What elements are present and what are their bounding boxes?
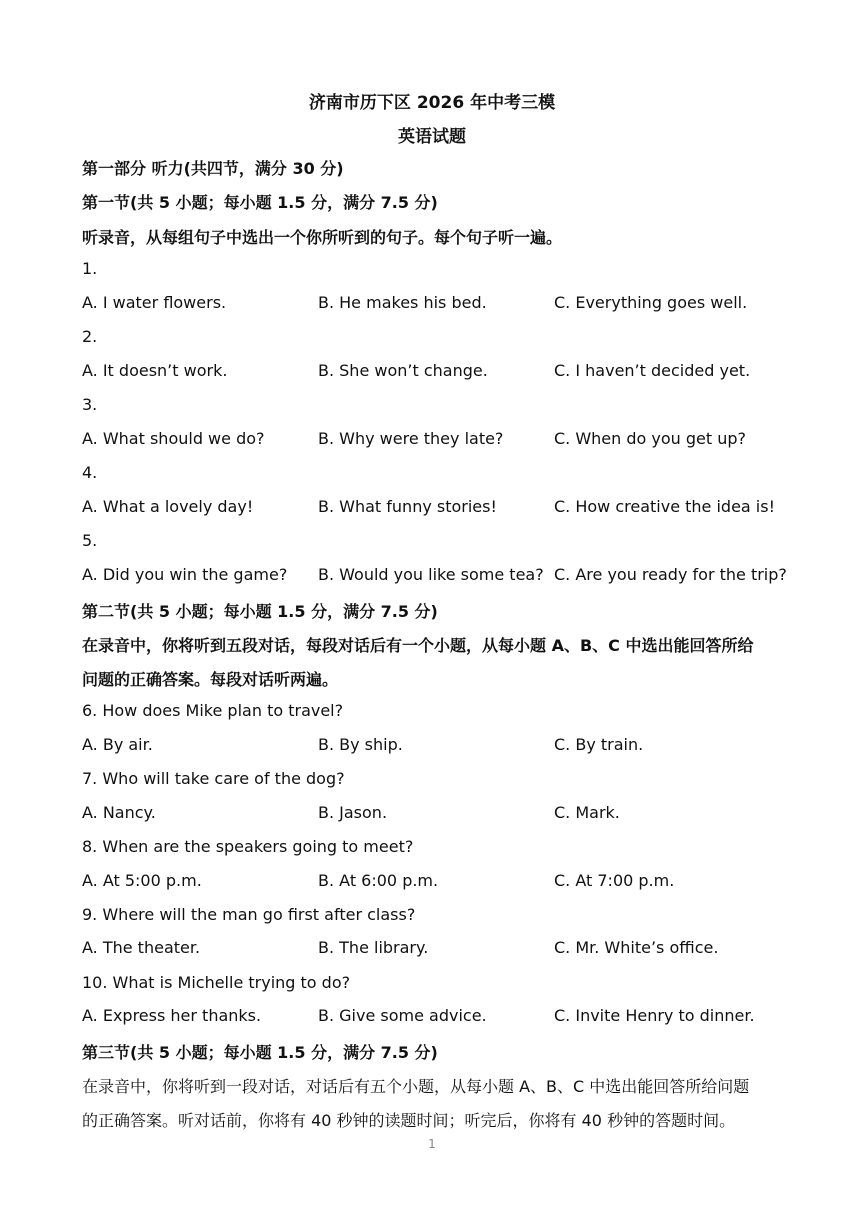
question-number: 3. xyxy=(82,395,98,414)
option-b: B. What funny stories! xyxy=(318,497,497,516)
question-stem: 8. When are the speakers going to meet? xyxy=(82,837,414,856)
option-a: A. I water flowers. xyxy=(82,293,227,312)
option-c: C. Invite Henry to dinner. xyxy=(554,1006,755,1025)
option-b: B. Give some advice. xyxy=(318,1006,487,1025)
section2-instruction-line2: 问题的正确答案。每段对话听两遍。 xyxy=(82,670,339,689)
option-a: A. What a lovely day! xyxy=(82,497,254,516)
option-c: C. Mr. White’s office. xyxy=(554,938,719,957)
option-b: B. By ship. xyxy=(318,735,403,754)
option-c: C. At 7:00 p.m. xyxy=(554,871,675,890)
option-c: C. Everything goes well. xyxy=(554,293,748,312)
option-a: A. Nancy. xyxy=(82,803,156,822)
option-c: C. How creative the idea is! xyxy=(554,497,775,516)
option-a: A. What should we do? xyxy=(82,429,265,448)
section3-instruction-line2: 的正确答案。听对话前，你将有 40 秒钟的读题时间；听完后，你将有 40 秒钟的答题时间。 xyxy=(82,1111,736,1130)
question-stem: 9. Where will the man go first after class? xyxy=(82,905,416,924)
section2-heading: 第二节(共 5 小题；每小题 1.5 分，满分 7.5 分) xyxy=(82,602,438,621)
section1-heading: 第一节(共 5 小题；每小题 1.5 分，满分 7.5 分) xyxy=(82,193,438,212)
option-c: C. Are you ready for the trip? xyxy=(554,565,787,584)
section3-instruction-line1: 在录音中，你将听到一段对话，对话后有五个小题，从每小题 A、B、C 中选出能回答所给问题 xyxy=(82,1077,750,1096)
option-b: B. Why were they late? xyxy=(318,429,504,448)
option-a: A. Did you win the game? xyxy=(82,565,288,584)
question-number: 5. xyxy=(82,531,98,550)
option-c: C. By train. xyxy=(554,735,644,754)
question-stem: 6. How does Mike plan to travel? xyxy=(82,701,344,720)
question-number: 4. xyxy=(82,463,98,482)
option-a: A. At 5:00 p.m. xyxy=(82,871,202,890)
option-c: C. Mark. xyxy=(554,803,620,822)
page-number: 1 xyxy=(428,1137,436,1151)
section3-heading: 第三节(共 5 小题；每小题 1.5 分，满分 7.5 分) xyxy=(82,1043,438,1062)
option-c: C. When do you get up? xyxy=(554,429,747,448)
option-b: B. Jason. xyxy=(318,803,388,822)
section1-instruction: 听录音，从每组句子中选出一个你所听到的句子。每个句子听一遍。 xyxy=(82,228,563,247)
option-b: B. At 6:00 p.m. xyxy=(318,871,439,890)
question-stem: 10. What is Michelle trying to do? xyxy=(82,973,351,992)
question-number: 2. xyxy=(82,327,98,346)
section2-instruction-line1: 在录音中，你将听到五段对话，每段对话后有一个小题，从每小题 A、B、C 中选出能回答所给 xyxy=(82,636,754,655)
exam-title: 济南市历下区 2026 年中考三模 xyxy=(308,93,556,113)
option-b: B. He makes his bed. xyxy=(318,293,487,312)
option-b: B. Would you like some tea? xyxy=(318,565,544,584)
option-b: B. She won’t change. xyxy=(318,361,488,380)
part1-heading: 第一部分 听力(共四节，满分 30 分) xyxy=(82,159,344,178)
exam-subtitle: 英语试题 xyxy=(398,127,466,147)
option-a: A. The theater. xyxy=(82,938,201,957)
option-a: A. It doesn’t work. xyxy=(82,361,228,380)
option-b: B. The library. xyxy=(318,938,429,957)
question-number: 1. xyxy=(82,259,98,278)
option-c: C. I haven’t decided yet. xyxy=(554,361,751,380)
option-a: A. Express her thanks. xyxy=(82,1006,262,1025)
question-stem: 7. Who will take care of the dog? xyxy=(82,769,345,788)
option-a: A. By air. xyxy=(82,735,153,754)
